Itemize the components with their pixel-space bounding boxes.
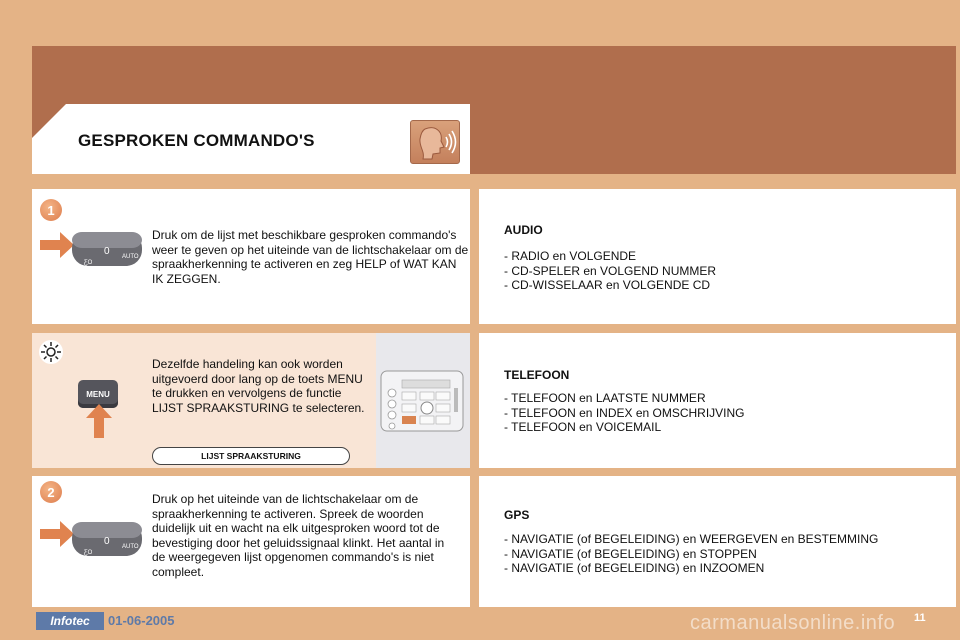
step1-text: Druk om de lijst met beschikbare gesproken commando's weer te geven op het uiteinde van de lichtschakelaar om de spraakherkenning te activeren en zeg HELP of WAT KAN IK ZEGGEN. xyxy=(152,228,469,286)
list-item: - TELEFOON en INDEX en OMSCHRIJVING xyxy=(504,406,745,421)
svg-text:AUTO: AUTO xyxy=(122,254,139,260)
telefoon-heading: TELEFOON xyxy=(504,368,570,382)
list-item: - NAVIGATIE (of BEGELEIDING) en WEERGEVEN en BESTEMMING xyxy=(504,532,878,547)
svg-text:0: 0 xyxy=(104,536,110,547)
list-item: - RADIO en VOLGENDE xyxy=(504,249,716,264)
list-item: - CD-SPELER en VOLGEND NUMMER xyxy=(504,264,716,279)
list-item: - NAVIGATIE (of BEGELEIDING) en INZOOMEN xyxy=(504,561,878,576)
arrow-right-icon xyxy=(40,232,74,258)
radio-unit-image xyxy=(380,368,466,434)
list-item: - TELEFOON en LAATSTE NUMMER xyxy=(504,391,745,406)
watermark: carmanualsonline.info xyxy=(690,612,896,634)
infotec-logo: Infotec xyxy=(36,612,104,630)
voice-command-icon xyxy=(410,120,460,164)
light-stalk-icon xyxy=(70,518,146,562)
list-item: - TELEFOON en VOICEMAIL xyxy=(504,420,745,435)
audio-heading: AUDIO xyxy=(504,223,543,237)
arrow-up-icon xyxy=(86,404,112,438)
svg-text:AUTO: AUTO xyxy=(122,544,139,550)
list-item: - CD-WISSELAAR en VOLGENDE CD xyxy=(504,278,716,293)
svg-text:ƸO: ƸO xyxy=(84,260,93,266)
svg-text:0: 0 xyxy=(104,246,110,257)
step-badge-2: 2 xyxy=(40,481,62,503)
sun-icon xyxy=(38,339,64,365)
telefoon-command-list xyxy=(504,391,745,435)
gps-heading: GPS xyxy=(504,508,530,522)
page-title: GESPROKEN COMMANDO'S xyxy=(78,131,315,150)
list-item: - NAVIGATIE (of BEGELEIDING) en STOPPEN xyxy=(504,547,878,562)
page-number: 11 xyxy=(914,612,926,624)
tip-text: Dezelfde handeling kan ook worden uitgevoerd door lang op de toets MENU te drukken en vervolgens de functie LIJST SPRAAKSTURING te selecteren. xyxy=(152,357,365,415)
footer-date: 01-06-2005 xyxy=(108,613,175,628)
menu-key: MENU xyxy=(78,380,118,408)
step-badge-1: 1 xyxy=(40,199,62,221)
light-stalk-icon xyxy=(70,228,146,272)
gps-command-list xyxy=(504,532,878,576)
svg-text:ƸO: ƸO xyxy=(84,550,93,556)
step2-text: Druk op het uiteinde van de lichtschakelaar om de spraakherkenning te activeren. Spreek de woorden duidelijk uit en wacht na elk uitgesproken woord tot de bevestiging door het geluidssignaal klinkt. Het aantal in de weergegeven lijst opgenomen commando's is niet compleet. xyxy=(152,492,445,579)
audio-command-list xyxy=(504,249,716,293)
voice-list-pill: LIJST SPRAAKSTURING xyxy=(152,447,350,465)
arrow-right-icon xyxy=(40,521,74,547)
